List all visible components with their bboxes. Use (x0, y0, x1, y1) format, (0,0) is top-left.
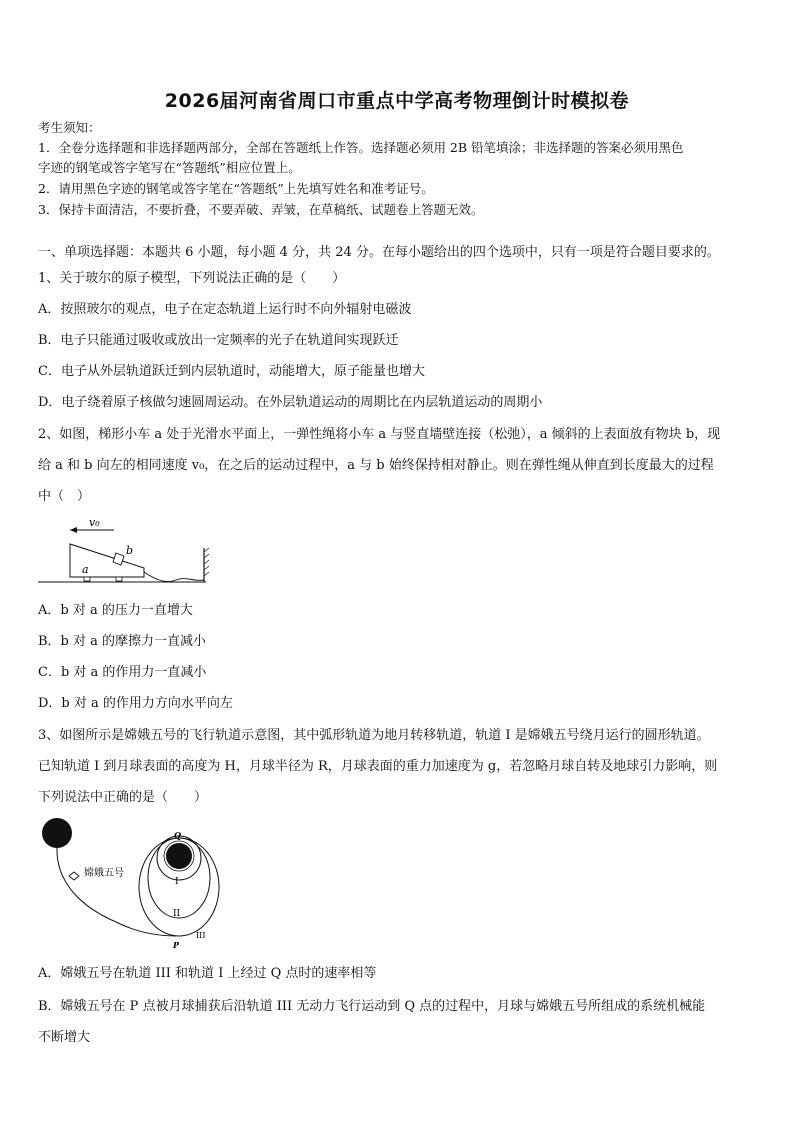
probe-label: 嫦娥五号 (84, 868, 124, 879)
q2-stem-line-1: 2、如图，梯形小车 a 处于光滑水平面上，一弹性绳将小车 a 与竖直墙壁连接（松弛），a 倾斜的上表面放有物块 b，现 (38, 427, 721, 442)
point-Q-label: Q (174, 830, 181, 840)
moon (166, 843, 192, 869)
transfer-orbit (57, 848, 176, 936)
cart-wheel-left (84, 577, 90, 581)
q2-stem-line-3: 中（ ） (38, 489, 91, 504)
q3-stem-line-2: 已知轨道 I 到月球表面的高度为 H，月球半径为 R，月球表面的重力加速度为 g，若忽略月球自转及地球引力影响，则 (38, 759, 718, 774)
q1-option-b: B．电子只能通过吸收或放出一定频率的光子在轨道间实现跃迁 (38, 333, 399, 348)
cart-wheel-right (116, 577, 122, 581)
q1-option-c: C．电子从外层轨道跃迁到内层轨道时，动能增大，原子能量也增大 (38, 364, 425, 379)
notice-item-1: 1．全卷分选择题和非选择题两部分，全部在答题纸上作答。选择题必须用 2B 铅笔填涂；非选择题的答案必须用黑色 (38, 140, 684, 155)
cart-a-label: a (82, 563, 89, 576)
q2-option-a: A．b 对 a 的压力一直增大 (38, 603, 193, 618)
elastic-cord (144, 572, 204, 582)
notice-heading: 考生须知： (38, 120, 101, 135)
q2-stem-line-2: 给 a 和 b 向左的相同速度 v₀，在之后的运动过程中，a 与 b 始终保持相对静止。则在弹性绳从伸直到长度最大的过程 (38, 458, 714, 473)
q3-stem-line-1: 3、如图所示是嫦娥五号的飞行轨道示意图，其中弧形轨道为地月转移轨道，轨道 I 是嫦娥五号绕月运行的圆形轨道。 (38, 728, 710, 743)
q1-stem: 1、关于玻尔的原子模型，下列说法正确的是（ ） (38, 271, 346, 286)
orbit-III-label: III (196, 931, 206, 940)
earth (42, 818, 72, 848)
notice-item-2: 2．请用黑色字迹的钢笔或答字笔在“答题纸”上先填写姓名和准考证号。 (38, 181, 434, 196)
point-P-label: P (173, 940, 180, 950)
q2-option-d: D．b 对 a 的作用力方向水平向左 (38, 696, 233, 711)
q1-option-d: D．电子绕着原子核做匀速圆周运动。在外层轨道运动的周期比在内层轨道运动的周期小 (38, 395, 543, 410)
probe-icon (69, 872, 79, 880)
page-title: 2026届河南省周口市重点中学高考物理倒计时模拟卷 (164, 90, 630, 112)
orbit-II-label: II (173, 909, 181, 919)
velocity-label: v₀ (89, 516, 100, 529)
q3-option-a: A．嫦娥五号在轨道 III 和轨道 I 上经过 Q 点时的速率相等 (38, 966, 377, 981)
notice-item-3: 3．保持卡面清洁，不要折叠，不要弄破、弄皱，在草稿纸、试题卷上答题无效。 (38, 202, 484, 217)
q3-stem-line-3: 下列说法中正确的是（ ） (38, 790, 208, 805)
q2-option-b: B．b 对 a 的摩擦力一直减小 (38, 634, 207, 649)
q3-option-b-cont: 不断增大 (38, 1030, 91, 1045)
q2-cart-figure (36, 510, 211, 590)
orbit-I-label: I (175, 877, 179, 887)
q1-option-a: A．按照玻尔的观点，电子在定态轨道上运行时不向外辐射电磁波 (38, 302, 412, 317)
q3-orbit-figure (36, 812, 226, 952)
section-heading: 一、单项选择题：本题共 6 小题，每小题 4 分，共 24 分。在每小题给出的四个选项中，只有一项是符合题目要求的。 (38, 245, 720, 260)
q3-option-b: B．嫦娥五号在 P 点被月球捕获后沿轨道 III 无动力飞行运动到 Q 点的过程中，月球与嫦娥五号所组成的系统机械能 (38, 999, 706, 1014)
wall (204, 548, 209, 582)
notice-item-1-cont: 字迹的钢笔或答字笔写在“答题纸”相应位置上。 (38, 160, 301, 175)
q2-option-c: C．b 对 a 的作用力一直减小 (38, 665, 207, 680)
block-b-label: b (126, 544, 134, 557)
